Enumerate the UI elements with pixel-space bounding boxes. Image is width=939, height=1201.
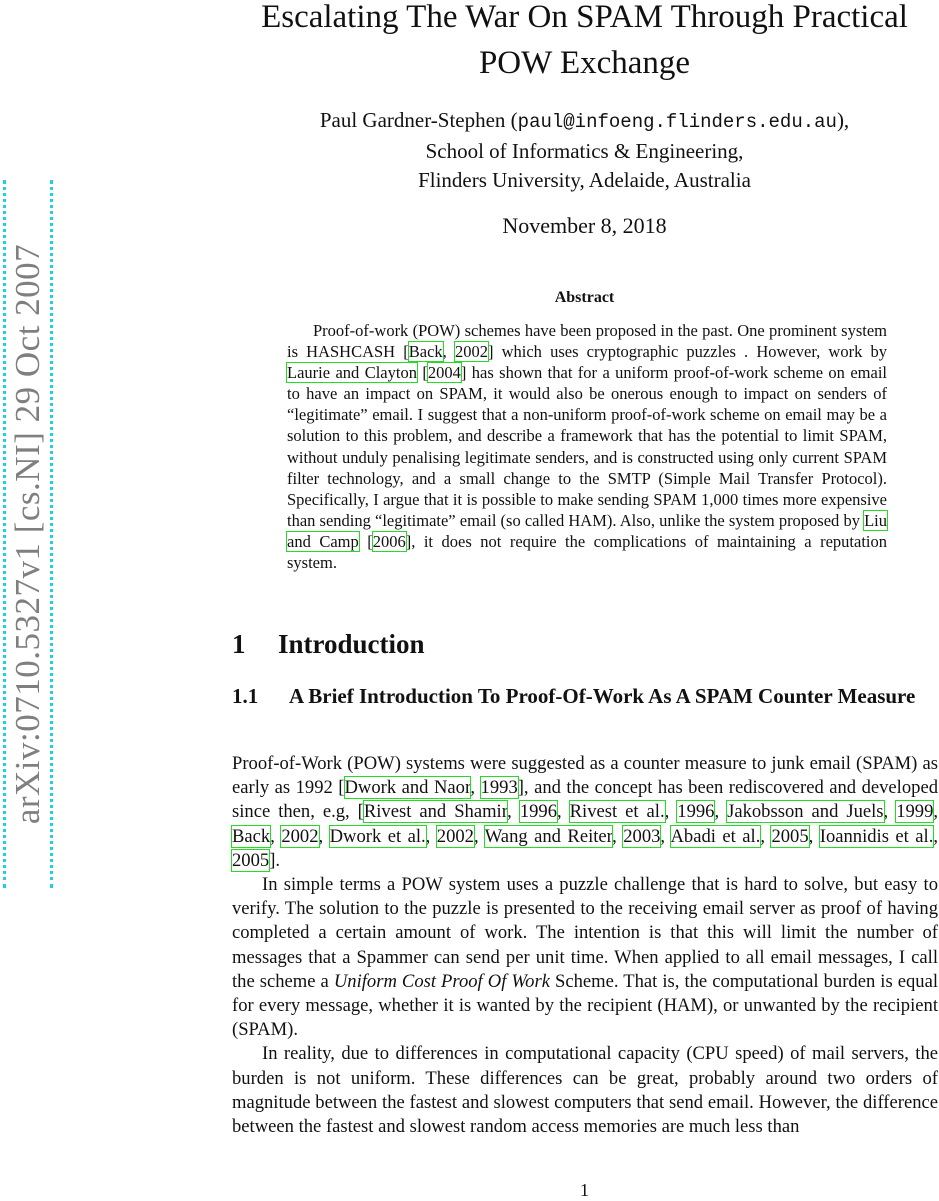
subsection-number: 1.1 <box>232 684 259 708</box>
author-department: School of Informatics & Engineering, <box>425 139 744 163</box>
citation-link[interactable]: Laurie and Clayton <box>287 363 417 383</box>
intro-body <box>232 752 938 1139</box>
paragraph-2 <box>232 873 938 1042</box>
author-punct: ), <box>836 108 850 132</box>
citation-link[interactable]: Jakobsson and Juels <box>727 801 884 823</box>
citation-link[interactable]: Liu and Camp <box>287 510 887 551</box>
abstract-text: Proof-of-work (POW) schemes have been proposed in the past. One prominent system is HASHCASH [ <box>287 321 887 362</box>
paragraph-text: ], and the concept has been rediscovered and developed since then, e.g, [ <box>232 777 938 823</box>
author-name: Paul Gardner-Stephen ( <box>319 108 518 132</box>
citation-link[interactable]: 2006 <box>372 531 406 551</box>
citation-link[interactable]: Dwork and Naor <box>344 777 471 799</box>
abstract-text: ] has shown that for a uniform proof-of-work scheme on email to have an impact on SPAM, it would also be onerous enough to impact on senders of “legitimate” email. I suggest that a non-uniform proof-of-work scheme on email may be a solution to this problem, and describe a framework that has the potential to limit SPAM, without unduly penalising legitimate senders, and is constructed using only current SPAM filter technology, and a small change to the SMTP (Simple Mail Transfer Protocol). Specifically, I argue that it is possible to make sending SPAM 1,000 times more expensive than sending “legitimate” email (so called HAM). Also, unlike the system proposed by <box>287 363 887 530</box>
abstract-paragraph <box>287 320 887 573</box>
citation-link[interactable]: Abadi et al. <box>670 825 761 847</box>
abstract-heading: Abstract <box>554 289 615 306</box>
citation-link[interactable]: 1993 <box>480 777 518 799</box>
section-heading-introduction <box>232 626 425 662</box>
abstract-text: , <box>442 342 455 362</box>
citation-link[interactable]: Ioannidis et al. <box>819 825 934 847</box>
paragraph-text: , <box>714 801 728 823</box>
citation-link[interactable]: 2002 <box>436 825 474 847</box>
paragraph-text: , <box>933 825 939 847</box>
paragraph-text: Proof-of-Work (POW) systems were suggested as a counter measure to junk email (SPAM) as early as 1992 [ <box>232 753 938 799</box>
paragraph-text: , <box>270 825 282 847</box>
citation-link[interactable]: Back <box>232 825 271 847</box>
paragraph-text: , <box>760 825 772 847</box>
paper-title <box>230 0 939 86</box>
citation-link[interactable]: Back <box>408 342 443 362</box>
subsection-title: A Brief Introduction To Proof-Of-Work As A SPAM Counter Measure <box>289 684 916 708</box>
paragraph-text: , <box>557 801 570 823</box>
paper-date: November 8, 2018 <box>502 213 667 238</box>
abstract-text: ] which uses cryptographic puzzles . However, work by <box>487 342 887 362</box>
author-email[interactable]: paul@infoeng.flinders.edu.au <box>517 111 837 133</box>
emphasis-text: Uniform Cost Proof Of Work <box>333 970 550 992</box>
citation-link[interactable]: 2005 <box>232 849 270 871</box>
paragraph-text: , <box>660 825 671 847</box>
author-block <box>230 106 939 195</box>
title-line-2: POW Exchange <box>478 45 691 81</box>
citation-link[interactable]: 2003 <box>623 825 661 847</box>
citation-link[interactable]: 2004 <box>427 363 461 383</box>
paragraph-text: ]. <box>269 849 281 871</box>
paragraph-text: , <box>470 777 481 799</box>
citation-link[interactable]: 2002 <box>281 825 319 847</box>
citation-link[interactable]: Rivest et al. <box>569 801 665 823</box>
paragraph-text: , <box>507 801 520 823</box>
paragraph-text: , <box>425 825 437 847</box>
section-title: Introduction <box>278 629 425 659</box>
subsection-heading <box>232 682 938 711</box>
abstract-body <box>287 320 887 573</box>
abstract-text: [ <box>416 363 428 383</box>
paragraph-text: , <box>318 825 330 847</box>
paragraph-1 <box>232 752 938 873</box>
paragraph-text: In simple terms a POW system uses a puzzle challenge that is hard to solve, but easy to verify. The solution to the puzzle is presented to the receiving email server as proof of having completed a certain amount of work. The intention is that this will limit the number of messages that a Spammer can send per unit time. When applied to all email messages, I call the scheme a <box>232 874 938 992</box>
paragraph-text: Scheme. That is, the computational burden is equal for every message, whether it is wanted by the recipient (HAM), or unwanted by the recipient (SPAM). <box>232 970 939 1041</box>
paragraph-text: , <box>612 825 624 847</box>
paragraph-3: In reality, due to differences in computational capacity (CPU speed) of mail servers, the burden is not uniform. These differences can be great, probably around two orders of magnitude between the fastest and slowest computers that send email. However, the difference between the fastest and slowest random access memories are much less than <box>232 1043 938 1138</box>
paragraph-text: , <box>808 825 820 847</box>
abstract-text: ], it does not require the complications of maintaining a reputation system. <box>287 531 887 573</box>
title-line-1: Escalating The War On SPAM Through Practical <box>261 0 908 35</box>
author-affiliation: Flinders University, Adelaide, Australia <box>418 168 751 192</box>
citation-link[interactable]: 2005 <box>771 825 809 847</box>
section-number: 1 <box>232 629 246 659</box>
citation-link[interactable]: 1999 <box>896 801 934 823</box>
author-line <box>230 106 939 137</box>
abstract-text: [ <box>358 531 373 551</box>
citation-link[interactable]: Dwork et al. <box>329 825 426 847</box>
citation-link[interactable]: Rivest and Shamir <box>363 801 508 823</box>
paragraph-text: , <box>933 801 939 823</box>
arxiv-stamp <box>3 180 53 888</box>
arxiv-stamp-text[interactable]: arXiv:0710.5327v1 [cs.NI] 29 Oct 2007 <box>8 243 47 825</box>
paragraph-text: , <box>883 801 897 823</box>
paragraph-text: , <box>664 801 678 823</box>
paragraph-text: , <box>473 825 485 847</box>
citation-link[interactable]: 1996 <box>519 801 557 823</box>
citation-link[interactable]: 1996 <box>677 801 715 823</box>
page-number: 1 <box>580 1180 589 1200</box>
citation-link[interactable]: 2002 <box>454 342 488 362</box>
citation-link[interactable]: Wang and Reiter <box>484 825 613 847</box>
